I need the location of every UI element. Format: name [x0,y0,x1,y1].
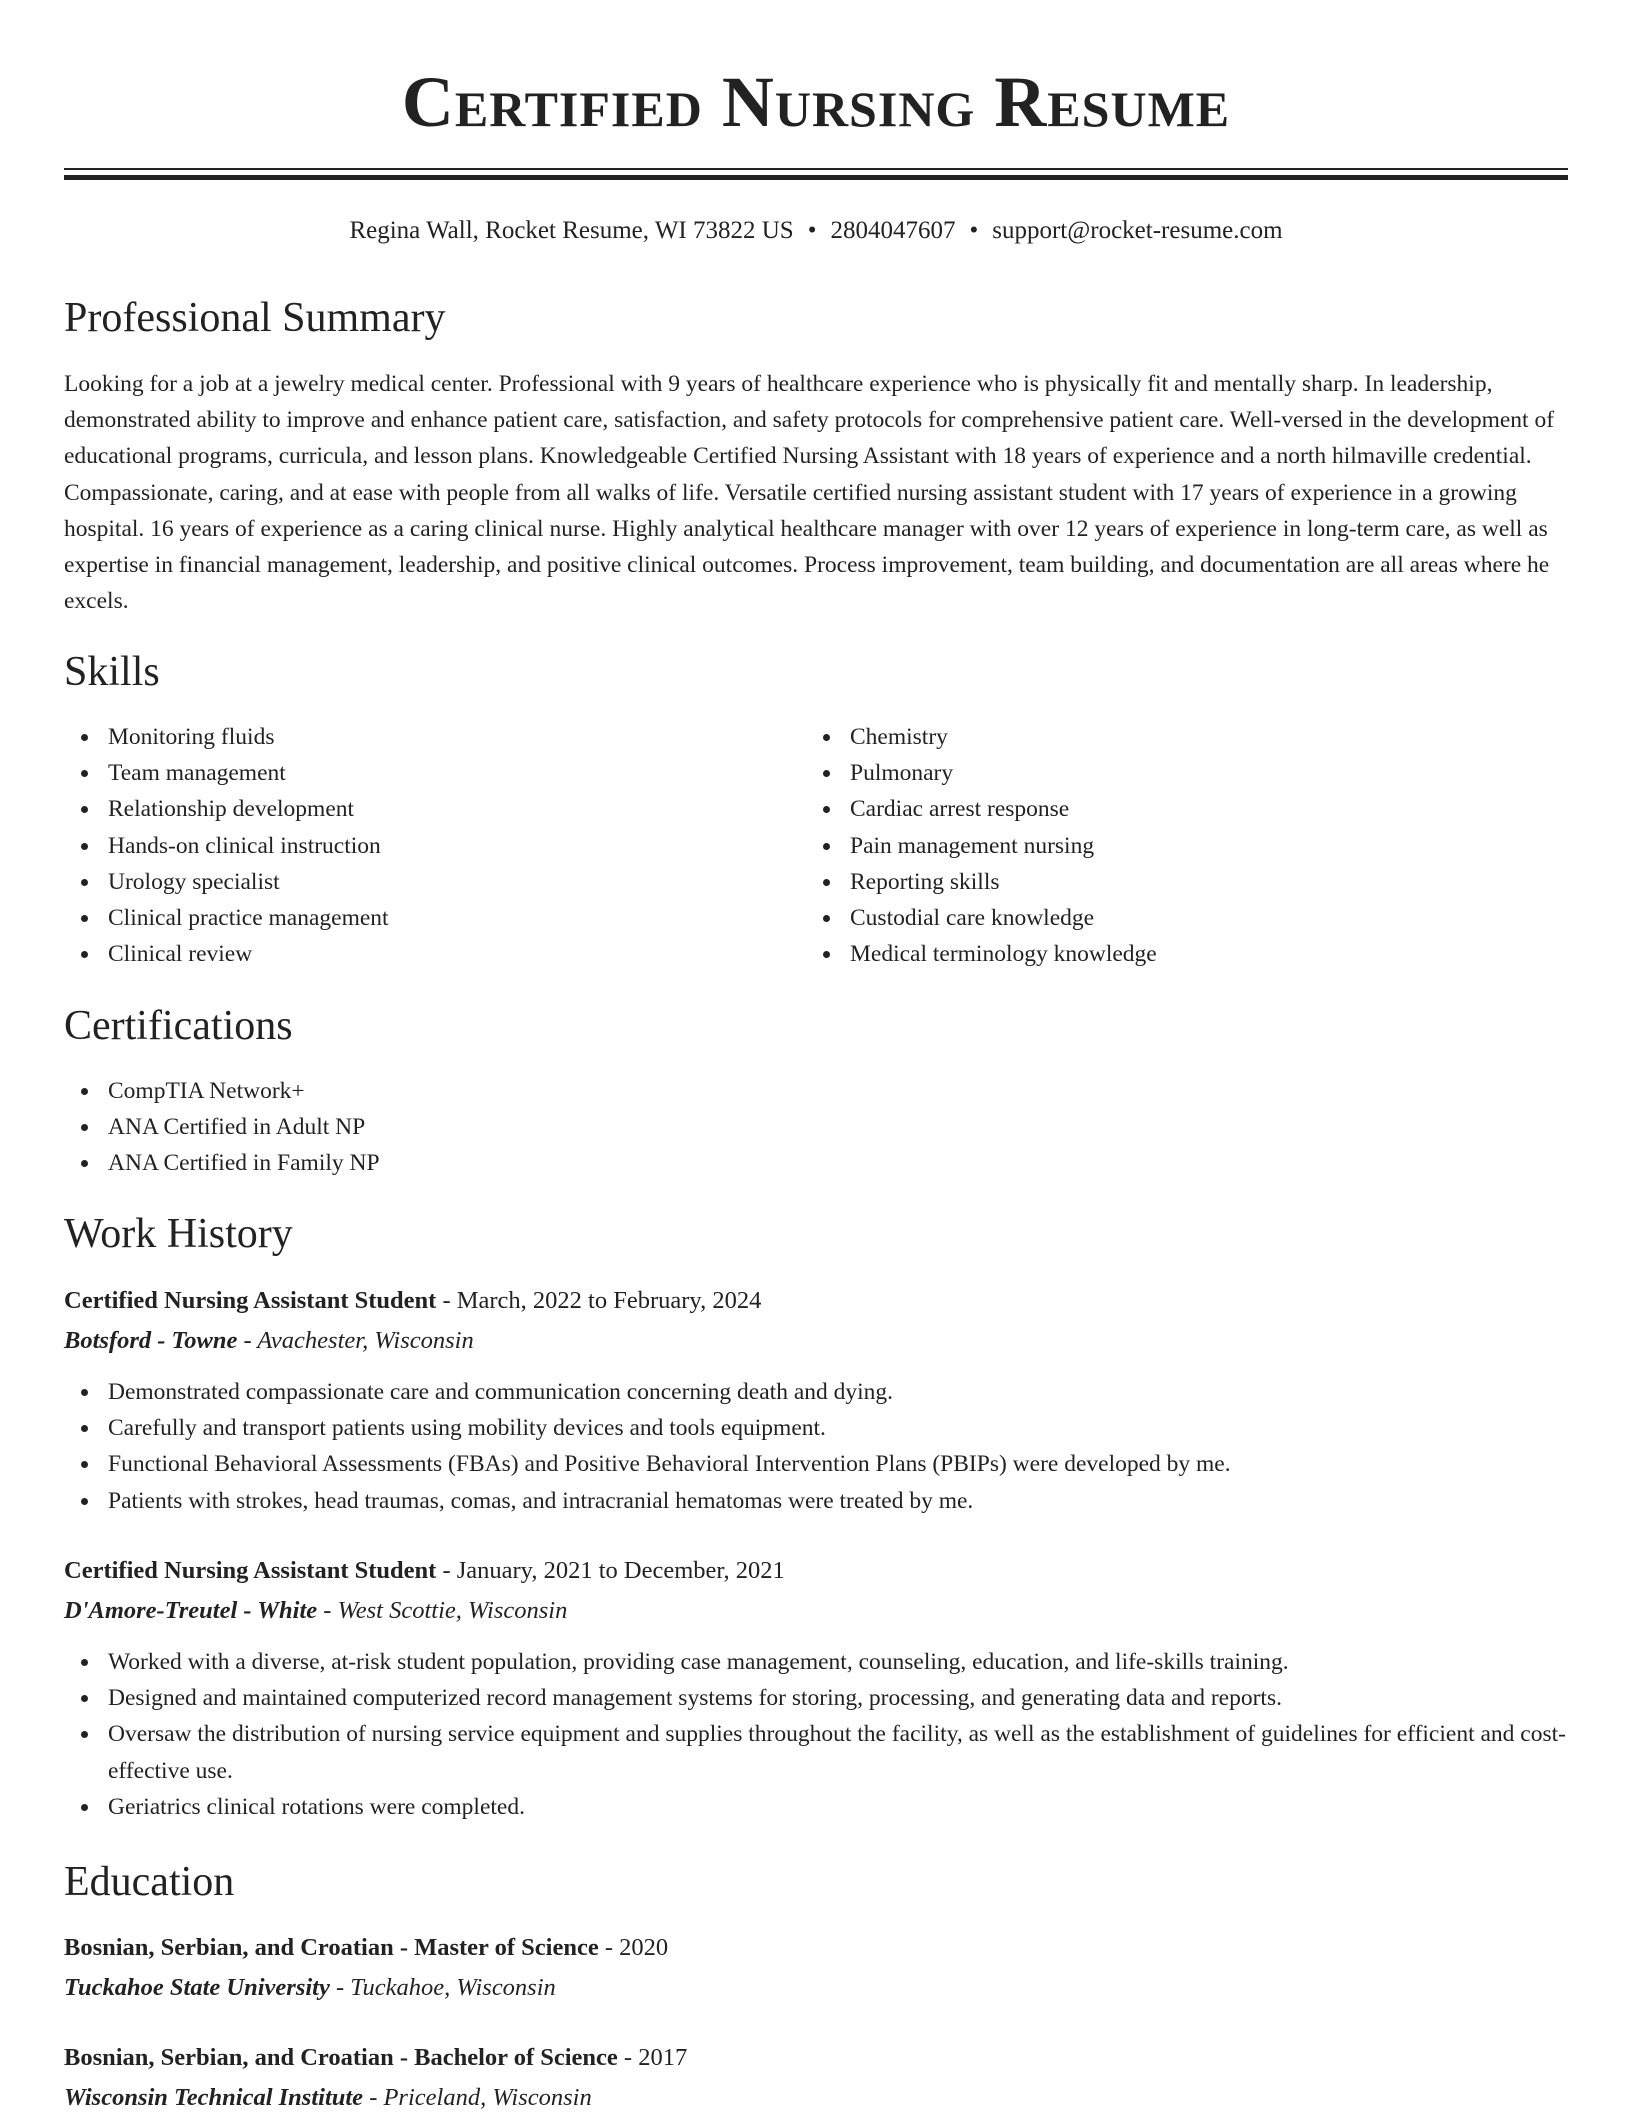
skill-item: Relationship development [64,791,804,827]
page-title: Certified Nursing Resume [401,62,1231,142]
certifications-list [64,1073,1568,1182]
skills-list-left [64,719,804,972]
contact-address: Regina Wall, Rocket Resume, WI 73822 US [349,217,794,244]
job-title: Certified Nursing Assistant Student [64,1557,437,1584]
skill-item: Hands-on clinical instruction [64,828,804,864]
job-bullet: Carefully and transport patients using mobility devices and tools equipment. [64,1410,1568,1446]
education-year: - 2020 [598,1934,669,1961]
job-location: - West Scottie, Wisconsin [317,1597,568,1624]
job-bullet: Oversaw the distribution of nursing service equipment and supplies throughout the facility, as well as the establishment of guidelines for efficient and cost-effective use. [64,1716,1568,1788]
job-bullet: Demonstrated compassionate care and communication concerning death and dying. [64,1374,1568,1410]
certification-item: ANA Certified in Adult NP [64,1109,1568,1145]
education-school: Tuckahoe State University [64,1974,330,2001]
summary-heading: Professional Summary [64,295,446,341]
title-divider-thin [64,168,1568,170]
skill-item: Medical terminology knowledge [806,936,1546,972]
job-title: Certified Nursing Assistant Student [64,1287,437,1314]
skill-item: Reporting skills [806,864,1546,900]
job-employer [64,1322,1568,1360]
education-school-line [64,1969,1568,2007]
contact-separator: • [807,217,817,244]
job-bullets [64,1644,1568,1825]
job-bullets [64,1374,1568,1519]
skill-item: Pain management nursing [806,828,1546,864]
certifications-heading: Certifications [64,1003,293,1049]
certification-item: CompTIA Network+ [64,1073,1568,1109]
job-employer [64,1592,1568,1630]
education-location: - Tuckahoe, Wisconsin [329,1974,556,2001]
skill-item: Urology specialist [64,864,804,900]
title-divider-thick [64,175,1568,180]
job-heading [64,1552,1568,1590]
job-bullet: Functional Behavioral Assessments (FBAs) and Positive Behavioral Intervention Plans (PBIPs) were developed by me. [64,1446,1568,1482]
skills-list-right [806,719,1546,972]
job-company: Botsford - Towne [64,1327,238,1354]
skill-item: Clinical review [64,936,804,972]
certification-item: ANA Certified in Family NP [64,1145,1568,1181]
job-dates: - March, 2022 to February, 2024 [436,1287,762,1314]
skill-item: Clinical practice management [64,900,804,936]
contact-line [64,214,1568,248]
job-bullet: Designed and maintained computerized record management systems for storing, processing, and generating data and reports. [64,1680,1568,1716]
job-heading [64,1282,1568,1320]
education-heading-line [64,1929,1568,1967]
skill-item: Pulmonary [806,755,1546,791]
skill-item: Cardiac arrest response [806,791,1546,827]
summary-text: Looking for a job at a jewelry medical center. Professional with 9 years of healthcare experience who is physically fit and mentally sharp. In leadership, demonstrated ability to improve and enhance patient care, satisfaction, and safety protocols for comprehensive patient care. Well-versed in the development of educational programs, curricula, and lesson plans. Knowledgeable Certified Nursing Assistant with 18 years of experience and a north hilmaville credential. Compassionate, caring, and at ease with people from all walks of life. Versatile certified nursing assistant student with 17 years of experience in a growing hospital. 16 years of experience as a caring clinical nurse. Highly analytical healthcare manager with over 12 years of experience in long-term care, as well as expertise in financial management, leadership, and positive clinical outcomes. Process improvement, team building, and documentation are all areas where he excels. [64,371,1555,615]
job-location: - Avachester, Wisconsin [237,1327,474,1354]
skill-item: Team management [64,755,804,791]
education-school-line [64,2079,1568,2117]
education-heading-line [64,2039,1568,2077]
education-school: Wisconsin Technical Institute [64,2084,364,2111]
job-dates: - January, 2021 to December, 2021 [436,1557,785,1584]
skill-item: Chemistry [806,719,1546,755]
contact-phone: 2804047607 [830,217,956,244]
job-bullet: Worked with a diverse, at-risk student population, providing case management, counseling, education, and life-skills training. [64,1644,1568,1680]
contact-email: support@rocket-resume.com [992,217,1283,244]
education-degree: Bosnian, Serbian, and Croatian - Bachelor of Science [64,2044,618,2071]
job-bullet: Patients with strokes, head traumas, comas, and intracranial hematomas were treated by me. [64,1483,1568,1519]
education-heading: Education [64,1859,235,1905]
resume-page [64,0,1568,2111]
work-history-heading: Work History [64,1211,293,1257]
education-degree: Bosnian, Serbian, and Croatian - Master of Science [64,1934,599,1961]
skill-item: Custodial care knowledge [806,900,1546,936]
education-year: - 2017 [617,2044,688,2071]
job-company: D'Amore-Treutel - White [64,1597,318,1624]
skills-heading: Skills [64,649,160,695]
skill-item: Monitoring fluids [64,719,804,755]
education-location: - Priceland, Wisconsin [363,2084,592,2111]
job-bullet: Geriatrics clinical rotations were completed. [64,1789,1568,1825]
contact-separator: • [969,217,979,244]
